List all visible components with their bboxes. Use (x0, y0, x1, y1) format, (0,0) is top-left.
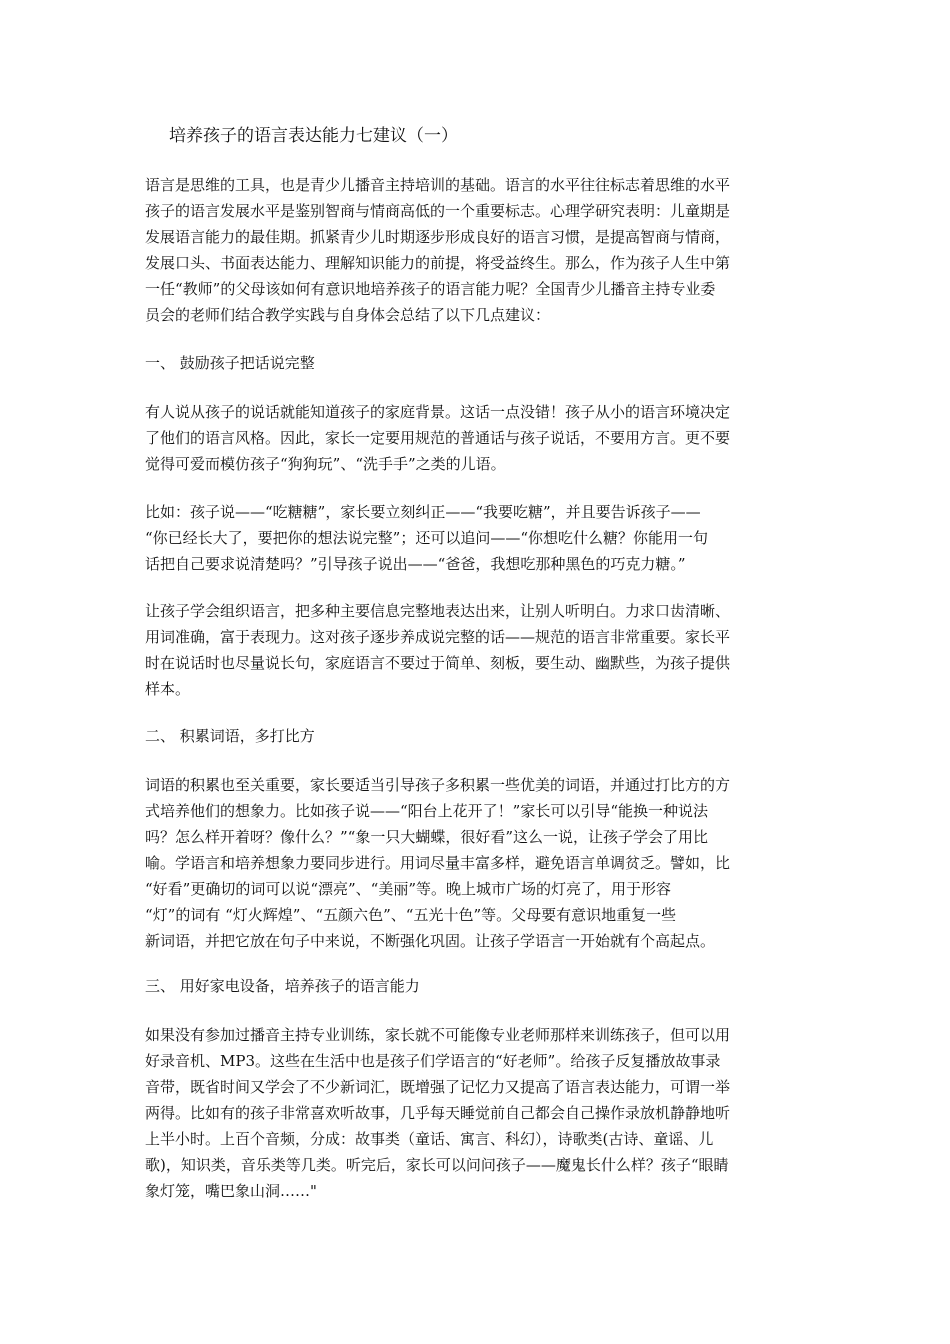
text-line: 音带，既省时间又学会了不少新词汇，既增强了记忆力又提高了语言表达能力，可谓一举 (145, 1078, 731, 1096)
text-line: 用词准确，富于表现力。这对孩子逐步养成说完整的话——规范的语言非常重要。家长平 (145, 628, 731, 646)
text-line: 比如：孩子说——“吃糖糖”，家长要立刻纠正——“我要吃糖”，并且要告诉孩子—— (145, 503, 701, 521)
section-heading-2: 二、 积累词语，多打比方 (145, 727, 315, 745)
text-line: 吗？怎么样开着呀？像什么？”“象一只大蝴蝶，很好看”这么一说，让孩子学会了用比 (145, 828, 709, 846)
section3-paragraph-1 (145, 1022, 815, 1204)
section2-paragraph-1 (145, 772, 815, 954)
text-line: 了他们的语言风格。因此，家长一定要用规范的普通话与孩子说话，不要用方言。更不要 (145, 429, 731, 447)
section1-paragraph-3 (145, 598, 815, 702)
section1-paragraph-2 (145, 499, 815, 577)
text-line: 觉得可爱而模仿孩子“狗狗玩”、“洗手手”之类的儿语。 (145, 455, 506, 473)
text-line: “好看”更确切的词可以说“漂亮”、“美丽”等。晚上城市广场的灯亮了，用于形容 (145, 880, 672, 898)
text-line: 发展语言能力的最佳期。抓紧青少儿时期逐步形成良好的语言习惯，是提高智商与情商， (145, 228, 731, 246)
text-line: 词语的积累也至关重要，家长要适当引导孩子多积累一些优美的词语，并通过打比方的方 (145, 776, 731, 794)
text-line: 一任“教师”的父母该如何有意识地培养孩子的语言能力呢？全国青少儿播音主持专业委 (145, 280, 716, 298)
text-line: 式培养他们的想象力。比如孩子说——“阳台上花开了！”家长可以引导“能换一种说法 (145, 802, 709, 820)
text-line: 如果没有参加过播音主持专业训练，家长就不可能像专业老师那样来训练孩子，但可以用 (145, 1026, 731, 1044)
text-line: 好录音机、MP3。这些在生活中也是孩子们学语言的“好老师”。给孩子反复播放故事录 (145, 1052, 721, 1070)
text-line: 喻。学语言和培养想象力要同步进行。用词尽量丰富多样，避免语言单调贫乏。譬如，比 (145, 854, 731, 872)
text-line: 时在说话时也尽量说长句，家庭语言不要过于简单、刻板，要生动、幽默些，为孩子提供 (145, 654, 731, 672)
text-line: 话把自己要求说清楚吗？”引导孩子说出——“爸爸，我想吃那种黑色的巧克力糖。” (145, 555, 686, 573)
text-line: 语言是思维的工具，也是青少儿播音主持培训的基础。语言的水平往往标志着思维的水平 (145, 176, 731, 194)
text-line: “你已经长大了，要把你的想法说完整”；还可以追问——“你想吃什么糖？你能用一句 (145, 529, 709, 547)
text-line: 让孩子学会组织语言，把多种主要信息完整地表达出来，让别人听明白。力求口齿清晰、 (145, 602, 731, 620)
intro-paragraph (145, 172, 815, 328)
section-heading-3: 三、 用好家电设备，培养孩子的语言能力 (145, 977, 420, 995)
text-line: 有人说从孩子的说话就能知道孩子的家庭背景。这话一点没错！孩子从小的语言环境决定 (145, 403, 731, 421)
text-line: 新词语，并把它放在句子中来说，不断强化巩固。让孩子学语言一开始就有个高起点。 (145, 932, 716, 950)
text-line: 样本。 (145, 680, 191, 698)
section-heading-1: 一、 鼓励孩子把话说完整 (145, 354, 315, 372)
text-line: 象灯笼，嘴巴象山洞……" (145, 1182, 317, 1200)
text-line: 歌)，知识类，音乐类等几类。听完后，家长可以问问孩子——魔鬼长什么样？孩子“眼睛 (145, 1156, 729, 1174)
text-line: 发展口头、书面表达能力、理解知识能力的前提，将受益终生。那么，作为孩子人生中第 (145, 254, 731, 272)
text-line: 员会的老师们结合教学实践与自身体会总结了以下几点建议： (145, 306, 551, 324)
text-line: 孩子的语言发展水平是鉴别智商与情商高低的一个重要标志。心理学研究表明：儿童期是 (145, 202, 731, 220)
section1-paragraph-1 (145, 399, 815, 477)
text-line: 上半小时。上百个音频，分成：故事类（童话、寓言、科幻），诗歌类(古诗、童谣、儿 (145, 1130, 714, 1148)
text-line: “灯”的词有 “灯火辉煌”、“五颜六色”、“五光十色”等。父母要有意识地重复一些 (145, 906, 677, 924)
text-line: 两得。比如有的孩子非常喜欢听故事，几乎每天睡觉前自己都会自己操作录放机静静地听 (145, 1104, 731, 1122)
document-title: 培养孩子的语言表达能力七建议（一） (169, 126, 458, 146)
